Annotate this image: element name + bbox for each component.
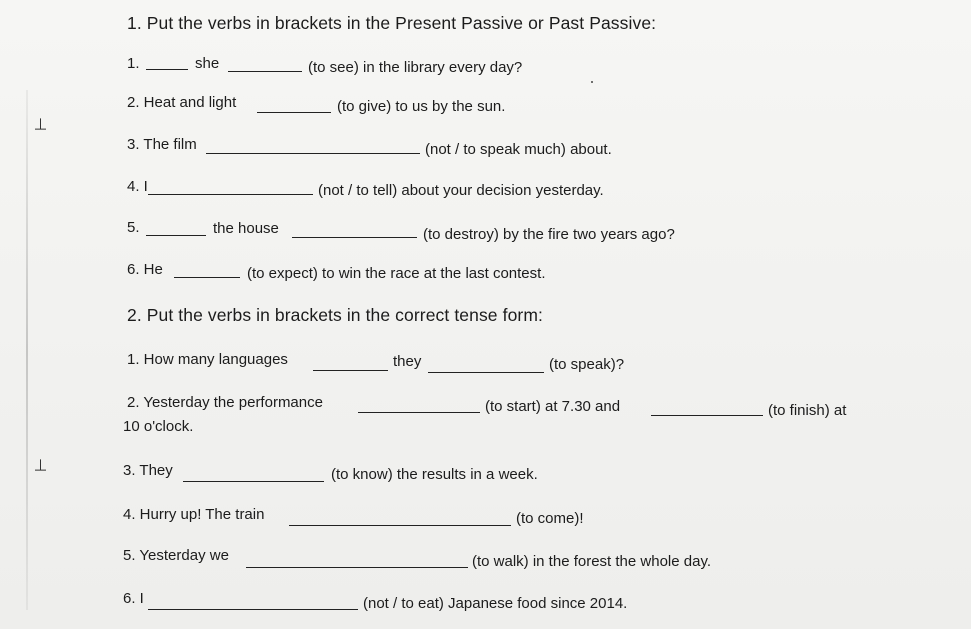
s1-item1-number: 1.: [127, 55, 140, 72]
s1-item1-text1: she: [195, 55, 220, 72]
s2-item6-text2: (not / to eat) Japanese food since 2014.: [363, 595, 628, 612]
s1-item5-text2: (to destroy) by the fire two years ago?: [423, 226, 675, 243]
s1-item5-number: 5.: [127, 219, 140, 236]
s2-item1-text: 1. How many languages: [127, 351, 288, 368]
s2-item3-text2: (to know) the results in a week.: [331, 466, 538, 483]
s1-item2-blank[interactable]: [257, 112, 331, 113]
s1-item6-text: 6. He: [127, 261, 163, 278]
s2-item1-text2: (to speak)?: [549, 356, 625, 373]
s2-item2-text1: (to start) at 7.30 and: [485, 398, 621, 415]
s2-item3-blank[interactable]: [183, 481, 324, 482]
s1-item3-text2: (not / to speak much) about.: [425, 141, 612, 158]
s2-item3-text: 3. They: [123, 462, 173, 479]
s2-item2-blank-b[interactable]: [651, 415, 763, 416]
s2-item5-blank[interactable]: [246, 567, 468, 568]
s1-item5-text1: the house: [213, 220, 279, 237]
s1-item4-text2: (not / to tell) about your decision yesterday.: [318, 182, 604, 199]
s1-item2-text: 2. Heat and light: [127, 94, 237, 111]
s2-item2-text2: (to finish) at: [768, 402, 847, 419]
s1-item5-blank-a[interactable]: [146, 235, 206, 236]
s2-item4-text2: (to come)!: [516, 510, 584, 527]
s1-item1-text2: (to see) in the library every day?: [308, 59, 523, 76]
s1-item3-blank[interactable]: [206, 153, 420, 154]
s1-item6-blank[interactable]: [174, 277, 240, 278]
s2-item5-text: 5. Yesterday we: [123, 547, 229, 564]
binder-hole-mark: ⊢: [32, 117, 50, 131]
s2-item5-text2: (to walk) in the forest the whole day.: [472, 553, 712, 570]
s2-item6-blank[interactable]: [148, 609, 358, 610]
s1-item3-text: 3. The film: [127, 136, 197, 153]
s1-item5-blank-b[interactable]: [292, 237, 417, 238]
s2-item4-text: 4. Hurry up! The train: [123, 506, 265, 523]
s2-item1-text1: they: [393, 353, 422, 370]
s2-item2-blank-a[interactable]: [358, 412, 480, 413]
s2-item1-blank-b[interactable]: [428, 372, 544, 373]
section2-heading: 2. Put the verbs in brackets in the correct tense form:: [127, 305, 543, 325]
s1-item2-text2: (to give) to us by the sun.: [337, 98, 506, 115]
section1-heading: 1. Put the verbs in brackets in the Present Passive or Past Passive:: [127, 13, 657, 33]
s1-item1-blank-b[interactable]: [228, 71, 302, 72]
page-edge-shadow: [26, 90, 28, 610]
s1-item4-text: 4. I: [127, 178, 148, 195]
s1-item6-text2: (to expect) to win the race at the last contest.: [247, 265, 546, 282]
s2-item4-blank[interactable]: [289, 525, 511, 526]
binder-hole-mark: ⊢: [32, 458, 50, 472]
s1-item4-blank[interactable]: [148, 194, 313, 195]
s2-item2-text3: 10 o'clock.: [123, 418, 194, 435]
s2-item1-blank-a[interactable]: [313, 370, 388, 371]
s2-item2-text: 2. Yesterday the performance: [127, 394, 323, 411]
s1-item1-blank-a[interactable]: [146, 69, 188, 70]
speck: [591, 81, 593, 83]
s2-item6-text: 6. I: [123, 590, 144, 607]
